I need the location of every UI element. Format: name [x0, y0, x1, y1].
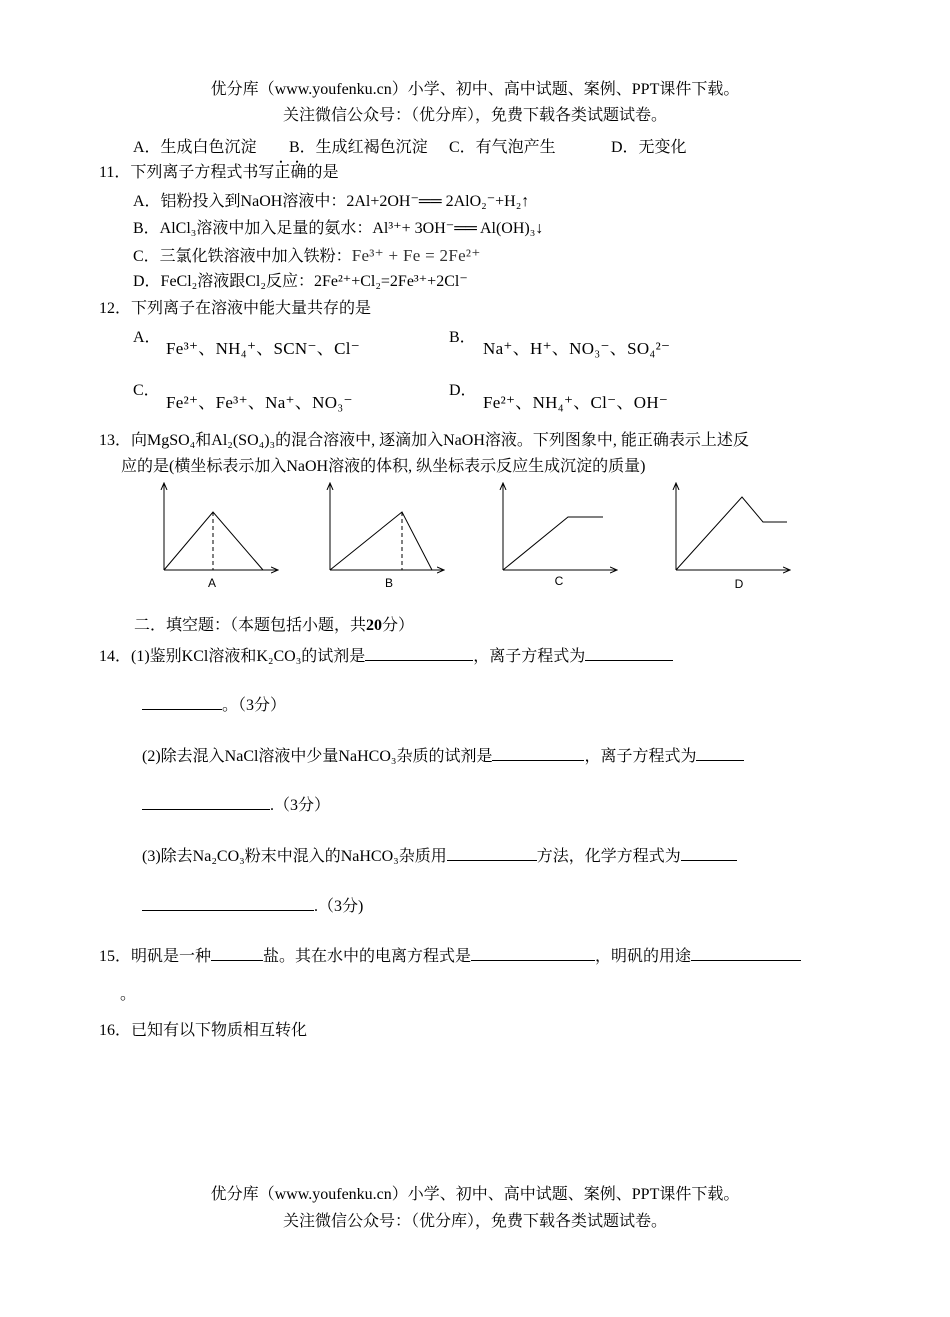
- q13-stem-line-1: 13．向MgSO₄和Al₂(SO₄)₃的混合溶液中, 逐滴加入NaOH溶液。下列图象中, 能正确表示上述反: [99, 432, 749, 449]
- graph-d: [676, 483, 790, 591]
- q15-stem: [99, 944, 801, 967]
- q14-part-1-pre: 14．(1)鉴别KCl溶液和K₂CO₃的试剂是: [99, 648, 366, 665]
- section-2-title: [134, 616, 414, 636]
- q14-part-2-cont: [142, 793, 330, 816]
- q10-option-c: C．有气泡产生: [449, 139, 556, 156]
- graph-a: [164, 483, 278, 590]
- q11-option-c-equation: Fe³⁺ + Fe = 2Fe²⁺: [351, 246, 481, 265]
- q10-option-d: D．无变化: [611, 139, 687, 156]
- graph-a-label: A: [207, 576, 217, 590]
- q14-blank-1[interactable]: [365, 644, 473, 661]
- q10-option-b: B．生成红褐色沉淀: [289, 139, 428, 156]
- q12-option-a-label: A．: [133, 329, 161, 346]
- footer-line-1: 优分库（www.youfenku.cn）小学、初中、高中试题、案例、PPT课件下载。: [210, 1186, 740, 1203]
- q15-end: 。: [120, 986, 137, 1003]
- q11-option-d: D．FeCl₂溶液跟Cl₂反应：2Fe²⁺+Cl₂=2Fe³⁺+2Cl⁻: [133, 273, 468, 290]
- section-2-title-pre: 二．填空题：（本题包括小题，共: [134, 617, 367, 634]
- graph-b: [330, 483, 444, 590]
- q15-blank-2[interactable]: [471, 944, 595, 961]
- q12-option-b-label: B．: [449, 329, 476, 346]
- q12-option-d-label: D．: [449, 382, 477, 399]
- q14-blank-7[interactable]: [447, 844, 537, 861]
- q14-part-2-end: .（3分）: [270, 797, 331, 814]
- footer-line-2: 关注微信公众号：（优分库），免费下载各类试题试卷。: [282, 1213, 667, 1230]
- q14-part-3-pre: (3)除去Na₂CO₃粉末中混入的NaHCO₃杂质用: [142, 848, 447, 865]
- graph-c: [503, 483, 617, 588]
- q15-blank-3[interactable]: [691, 944, 801, 961]
- graph-c-label: C: [554, 574, 564, 588]
- q11-stem-pre: 11．下列离子方程式书写: [99, 164, 275, 181]
- section-2-title-post: 分）: [382, 617, 415, 634]
- q11-stem-emph-2: 确: [290, 164, 307, 181]
- header-line-2: 关注微信公众号：（优分库），免费下载各类试题试卷。: [282, 107, 667, 124]
- q13-stem-line-2: 应的是(横坐标表示加入NaOH溶液的体积, 纵坐标表示反应生成沉淀的质量): [121, 458, 646, 475]
- q14-blank-4[interactable]: [492, 744, 584, 761]
- q11-option-c-label: C．三氯化铁溶液中加入铁粉：: [133, 248, 352, 265]
- q11-stem-emph-1: 正: [274, 164, 291, 181]
- q15-mid-2: ，明矾的用途: [595, 948, 692, 965]
- q14-blank-3[interactable]: [142, 693, 222, 710]
- q14-blank-2[interactable]: [585, 644, 673, 661]
- q14-part-1-mid: ，离子方程式为: [473, 648, 586, 665]
- q14-blank-6[interactable]: [142, 793, 270, 810]
- q15-pre: 15．明矾是一种: [99, 948, 212, 965]
- q14-part-2-pre: (2)除去混入NaCl溶液中少量NaHCO₃杂质的试剂是: [142, 748, 493, 765]
- q12-stem: 12．下列离子在溶液中能大量共存的是: [99, 300, 372, 317]
- q11-stem: [99, 163, 338, 183]
- graph-b-label: B: [384, 576, 394, 590]
- q15-mid-1: 盐。其在水中的电离方程式是: [263, 948, 472, 965]
- q14-part-3-end: .（3分): [314, 898, 364, 915]
- section-2-score: 20: [366, 617, 383, 634]
- q14-part-3: [142, 844, 737, 867]
- q11-option-b: B．AlCl₃溶液中加入足量的氨水：Al³⁺+ 3OH⁻══ Al(OH)₃↓: [133, 220, 544, 237]
- q14-part-3-cont: [142, 894, 363, 917]
- q14-part-1-end: 。（3分）: [222, 697, 287, 714]
- q14-blank-8[interactable]: [681, 844, 737, 861]
- q15-blank-1[interactable]: [211, 944, 263, 961]
- q12-option-b: Na⁺、H⁺、NO₃⁻、SO₄²⁻: [483, 339, 671, 358]
- q14-part-2-mid: ，离子方程式为: [584, 748, 697, 765]
- q14-part-2: [142, 744, 744, 767]
- header-line-1: 优分库（www.youfenku.cn）小学、初中、高中试题、案例、PPT课件下载。: [210, 81, 740, 98]
- q14-part-1: [99, 644, 673, 667]
- q14-part-1-cont: [142, 693, 286, 716]
- q16-stem: 16．已知有以下物质相互转化: [99, 1022, 308, 1039]
- q12-option-a: Fe³⁺、NH₄⁺、SCN⁻、Cl⁻: [166, 339, 361, 358]
- q13-graphs: [0, 478, 950, 608]
- q12-option-d: Fe²⁺、NH₄⁺、Cl⁻、OH⁻: [483, 393, 669, 412]
- graph-d-label: D: [734, 577, 744, 591]
- graph-c-curve: [503, 517, 603, 570]
- q14-blank-5[interactable]: [696, 744, 744, 761]
- q14-blank-9[interactable]: [142, 894, 314, 911]
- graph-b-curve: [330, 512, 432, 570]
- q12-option-c-label: C．: [133, 382, 160, 399]
- q11-option-c: [133, 246, 481, 267]
- graph-d-curve: [676, 497, 787, 570]
- q10-option-a: A．生成白色沉淀: [133, 139, 257, 156]
- q11-option-a: A．铝粉投入到NaOH溶液中：2Al+2OH⁻══ 2AlO₂⁻+H₂↑: [133, 193, 530, 210]
- q11-stem-post: 的是: [306, 164, 339, 181]
- q14-part-3-mid: 方法，化学方程式为: [536, 848, 681, 865]
- q12-option-c: Fe²⁺、Fe³⁺、Na⁺、NO₃⁻: [166, 393, 353, 412]
